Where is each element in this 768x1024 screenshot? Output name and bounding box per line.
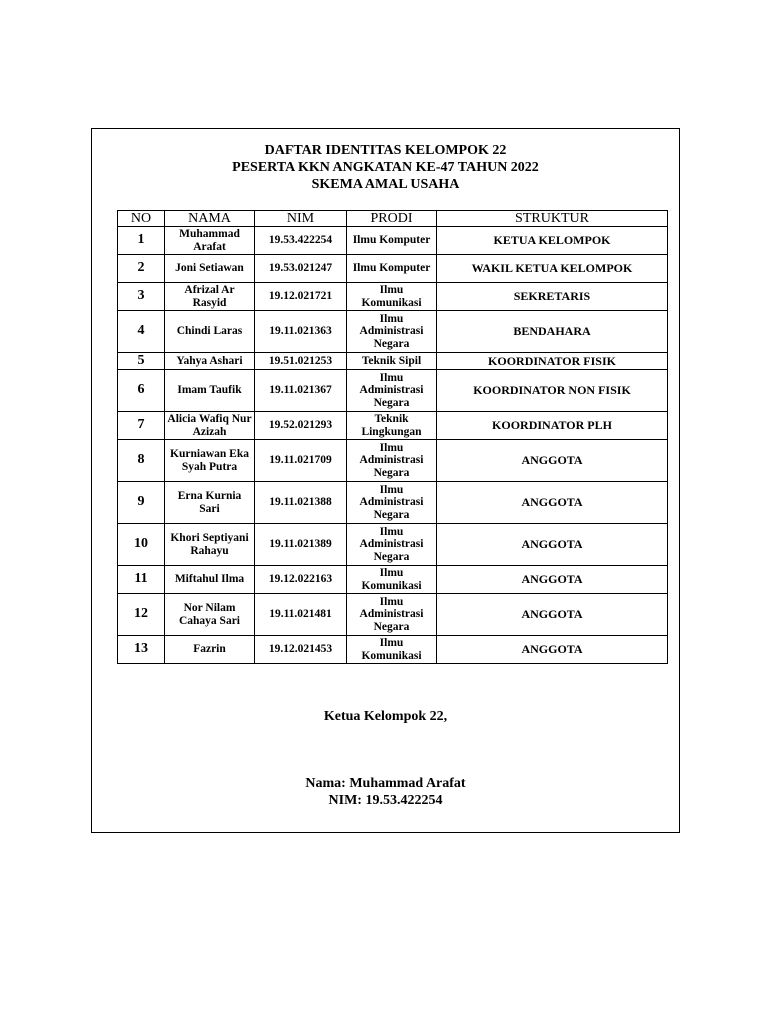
row-no: 9: [118, 482, 165, 524]
row-no: 8: [118, 440, 165, 482]
row-nama: Khori Septiyani Rahayu: [165, 524, 255, 566]
row-struktur: ANGGOTA: [437, 594, 668, 636]
row-nim: 19.12.021453: [255, 636, 347, 664]
table-row: [118, 412, 668, 440]
row-nama: Afrizal Ar Rasyid: [165, 283, 255, 311]
row-prodi: Teknik Sipil: [347, 353, 437, 370]
row-prodi: Ilmu Komputer: [347, 227, 437, 255]
row-struktur: ANGGOTA: [437, 482, 668, 524]
row-prodi: Ilmu Komputer: [347, 255, 437, 283]
row-nim: 19.53.021247: [255, 255, 347, 283]
row-struktur: ANGGOTA: [437, 524, 668, 566]
row-prodi: Ilmu Administrasi Negara: [347, 311, 437, 353]
row-prodi: Ilmu Komunikasi: [347, 566, 437, 594]
row-nim: 19.11.021709: [255, 440, 347, 482]
row-nama: Yahya Ashari: [165, 353, 255, 370]
row-prodi: Ilmu Administrasi Negara: [347, 482, 437, 524]
table-row: [118, 636, 668, 664]
signature-nim: NIM: 19.53.422254: [328, 793, 443, 808]
row-nama: Alicia Wafiq Nur Azizah: [165, 412, 255, 440]
table-row: [118, 566, 668, 594]
document-border-frame: [91, 128, 680, 833]
column-header-nama: NAMA: [165, 211, 255, 227]
table-row: [118, 482, 668, 524]
table-row: [118, 283, 668, 311]
row-nama: Muhammad Arafat: [165, 227, 255, 255]
row-struktur: SEKRETARIS: [437, 283, 668, 311]
column-header-struktur: STRUKTUR: [437, 211, 668, 227]
row-nim: 19.11.021363: [255, 311, 347, 353]
row-struktur: KOORDINATOR FISIK: [437, 353, 668, 370]
row-no: 12: [118, 594, 165, 636]
row-prodi: Ilmu Administrasi Negara: [347, 524, 437, 566]
row-no: 7: [118, 412, 165, 440]
row-nim: 19.51.021253: [255, 353, 347, 370]
row-nim: 19.53.422254: [255, 227, 347, 255]
table-row: [118, 524, 668, 566]
row-struktur: BENDAHARA: [437, 311, 668, 353]
row-struktur: KOORDINATOR NON FISIK: [437, 370, 668, 412]
row-nama: Joni Setiawan: [165, 255, 255, 283]
row-nama: Nor Nilam Cahaya Sari: [165, 594, 255, 636]
table-row: [118, 255, 668, 283]
row-struktur: KOORDINATOR PLH: [437, 412, 668, 440]
document-scheme: SKEMA AMAL USAHA: [311, 177, 460, 192]
row-nim: 19.11.021389: [255, 524, 347, 566]
row-struktur: WAKIL KETUA KELOMPOK: [437, 255, 668, 283]
table-row: [118, 227, 668, 255]
row-no: 4: [118, 311, 165, 353]
row-nim: 19.11.021388: [255, 482, 347, 524]
row-no: 11: [118, 566, 165, 594]
row-no: 2: [118, 255, 165, 283]
row-no: 13: [118, 636, 165, 664]
row-prodi: Ilmu Komunikasi: [347, 636, 437, 664]
row-nim: 19.12.021721: [255, 283, 347, 311]
column-header-no: NO: [118, 211, 165, 227]
document-subtitle: PESERTA KKN ANGKATAN KE-47 TAHUN 2022: [232, 160, 539, 175]
row-no: 5: [118, 353, 165, 370]
row-struktur: ANGGOTA: [437, 440, 668, 482]
row-nim: 19.52.021293: [255, 412, 347, 440]
row-prodi: Teknik Lingkungan: [347, 412, 437, 440]
row-nama: Miftahul Ilma: [165, 566, 255, 594]
table-row: [118, 311, 668, 353]
table-row: [118, 594, 668, 636]
table-row: [118, 353, 668, 370]
table-row: [118, 370, 668, 412]
row-no: 3: [118, 283, 165, 311]
row-nama: Kurniawan Eka Syah Putra: [165, 440, 255, 482]
row-no: 1: [118, 227, 165, 255]
row-prodi: Ilmu Komunikasi: [347, 283, 437, 311]
row-nim: 19.11.021367: [255, 370, 347, 412]
row-no: 6: [118, 370, 165, 412]
table-row: [118, 440, 668, 482]
column-header-prodi: PRODI: [347, 211, 437, 227]
row-nama: Chindi Laras: [165, 311, 255, 353]
row-nim: 19.12.022163: [255, 566, 347, 594]
row-nama: Erna Kurnia Sari: [165, 482, 255, 524]
table-header-row: [118, 211, 668, 227]
row-no: 10: [118, 524, 165, 566]
row-prodi: Ilmu Administrasi Negara: [347, 370, 437, 412]
row-struktur: KETUA KELOMPOK: [437, 227, 668, 255]
row-struktur: ANGGOTA: [437, 636, 668, 664]
row-struktur: ANGGOTA: [437, 566, 668, 594]
row-prodi: Ilmu Administrasi Negara: [347, 440, 437, 482]
document-title: DAFTAR IDENTITAS KELOMPOK 22: [264, 143, 507, 158]
column-header-nim: NIM: [255, 211, 347, 227]
row-prodi: Ilmu Administrasi Negara: [347, 594, 437, 636]
row-nim: 19.11.021481: [255, 594, 347, 636]
signature-title: Ketua Kelompok 22,: [323, 709, 448, 724]
member-table: [117, 210, 668, 664]
signature-name: Nama: Muhammad Arafat: [305, 776, 466, 791]
row-nama: Fazrin: [165, 636, 255, 664]
row-nama: Imam Taufik: [165, 370, 255, 412]
